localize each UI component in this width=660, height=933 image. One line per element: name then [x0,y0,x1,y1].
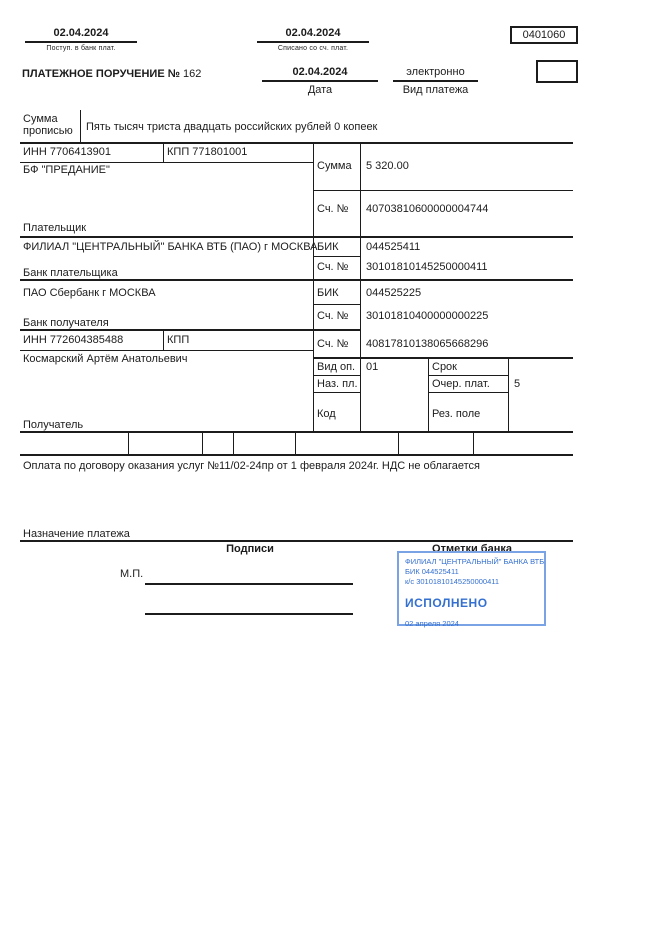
document-date-label: Дата [307,84,333,96]
stamp-bank-name: ФИЛИАЛ "ЦЕНТРАЛЬНЫЙ" БАНКА ВТБ [405,557,545,566]
received-date-label: Поступ. в банк плат. [46,45,116,52]
payer-account-label: Сч. № [317,203,349,215]
debited-date-rule [257,41,369,43]
payment-kind-label: Вид платежа [402,84,469,96]
grid-line [20,350,313,351]
payer-bank-account-label: Сч. № [317,261,349,273]
priority-value: 5 [514,378,521,390]
payer-account: 40703810600000004744 [366,203,489,215]
grid-line [163,142,164,162]
debited-date: 02.04.2024 [285,27,341,39]
payer-bank-account: 30101810145250000411 [366,261,488,273]
grid-line [20,279,573,281]
grid-line [398,433,399,454]
recipient-name: Космарский Артём Анатольевич [23,353,188,365]
title-text: ПЛАТЕЖНОЕ ПОРУЧЕНИЕ № [22,68,184,80]
payer-bank-name: ФИЛИАЛ "ЦЕНТРАЛЬНЫЙ" БАНКА ВТБ (ПАО) г МОСКВА [23,241,318,253]
payer-label: Плательщик [23,222,87,234]
form-code-box [510,26,578,44]
grid-line [128,433,129,454]
payer-inn: ИНН 7706413901 [23,146,112,158]
grid-line [428,375,508,376]
document-number: 162 [183,68,202,80]
recipient-kpp-label: КПП [167,334,190,346]
recipient-bank-account-label: Сч. № [317,310,349,322]
payer-bank-bik-label: БИК [317,241,339,253]
grid-line [233,433,234,454]
op-kind-value: 01 [366,361,379,373]
grid-line [20,329,360,331]
document-date-rule [262,80,378,82]
received-date-rule [25,41,137,43]
bank-stamp [397,551,546,626]
seal-label: М.П. [120,568,144,580]
payer-name: БФ "ПРЕДАНИЕ" [23,164,110,176]
grid-line [313,190,573,191]
grid-line [313,256,360,257]
grid-line [20,236,573,238]
recipient-bank-label: Банк получателя [23,317,109,329]
signature-line-1 [145,583,353,585]
recipient-account: 40817810138065668296 [366,338,489,350]
recipient-label: Получатель [23,419,84,431]
recipient-bank-bik: 044525225 [366,287,422,299]
signature-line-2 [145,613,353,615]
payer-kpp: КПП 771801001 [167,146,248,158]
purpose-label: Назначение платежа [23,528,130,540]
stamp-date: 02 апреля 2024 [405,619,459,628]
signatures-label: Подписи [226,543,274,555]
bank-marks-label: Отметки банка [432,543,512,555]
grid-line [20,162,313,163]
stamp-bik: БИК 044525411 [405,567,459,576]
recipient-bank-bik-label: БИК [317,287,339,299]
grid-line [295,433,296,454]
grid-line [202,433,203,454]
recipient-inn: ИНН 772604385488 [23,334,124,346]
payment-kind-box [536,60,578,83]
op-kind-label: Вид оп. [317,361,356,373]
debited-date-label: Списано со сч. плат. [277,45,349,52]
grid-line [313,304,360,305]
stamp-corr-account: к/с 30101810145250000411 [405,577,500,586]
grid-line [313,357,573,359]
document-date: 02.04.2024 [292,66,348,78]
grid-line [20,431,573,433]
amount-words-label: Сумма прописью [23,113,73,137]
grid-line [20,540,573,542]
received-date: 02.04.2024 [53,27,109,39]
payment-kind: электронно [406,66,465,78]
grid-line [20,454,573,456]
grid-line [313,392,360,393]
recipient-account-label: Сч. № [317,338,349,350]
grid-line [360,142,361,432]
payer-bank-bik: 044525411 [366,241,421,253]
form-code: 0401060 [522,29,566,41]
stamp-status: ИСПОЛНЕНО [405,596,488,610]
term-label: Срок [432,361,457,373]
document-title [22,68,201,80]
payment-kind-rule [393,80,478,82]
amount-words: Пять тысяч триста двадцать российских рублей 0 копеек [86,121,378,133]
grid-line [163,331,164,350]
recipient-bank-account: 30101810400000000225 [366,310,489,322]
recipient-bank-name: ПАО Сбербанк г МОСКВА [23,287,156,299]
grid-line [428,392,508,393]
payer-bank-label: Банк плательщика [23,267,118,279]
grid-line [428,358,429,432]
priority-label: Очер. плат. [432,378,490,390]
grid-line [313,142,314,432]
grid-line [313,375,360,376]
pay-purpose-code-label: Наз. пл. [317,378,358,390]
sum-label: Сумма [317,160,352,172]
grid-line [80,110,81,142]
reserve-label: Рез. поле [432,408,481,420]
grid-line [473,433,474,454]
grid-line [20,142,573,144]
code-label: Код [317,408,336,420]
purpose-text: Оплата по договору оказания услуг №11/02-24пр от 1 февраля 2024г. НДС не облагается [23,460,480,472]
grid-line [508,358,509,432]
sum-value: 5 320.00 [366,160,409,172]
